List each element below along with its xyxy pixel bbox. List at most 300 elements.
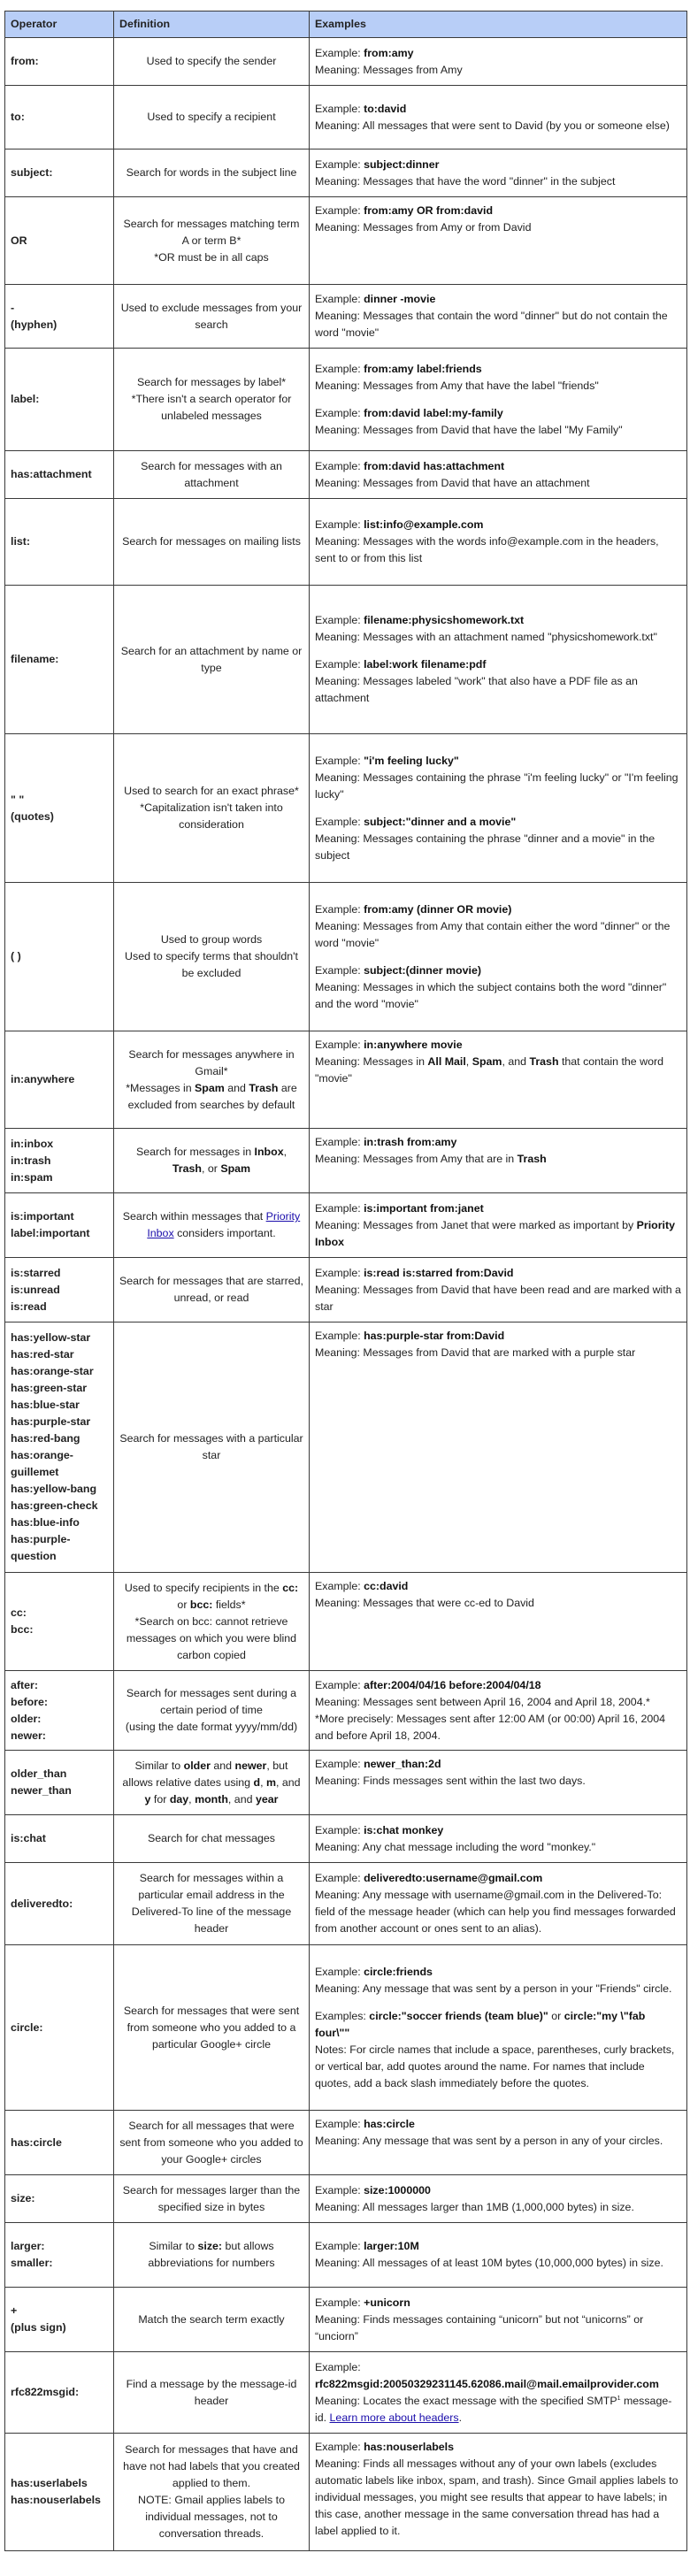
bold-term: filename:physicshomework.txt [364,614,525,626]
operator-name: + [11,2304,18,2317]
text-run: Examples: [315,2009,370,2022]
footnote-marker: 1 [617,2395,621,2402]
text-run: Meaning: Messages containing the phrase "i'm feeling lucky" or "I'm feeling lucky" [315,770,678,801]
text-run: Example: [315,46,364,59]
operator-name: newer_than [11,1784,72,1797]
operator-name: " " [11,793,25,806]
bold-term: d [253,1775,261,1789]
bold-term: Spam [195,1081,225,1094]
note-line [315,2042,681,2092]
operator-name: rfc822msgid: [11,2386,80,2398]
bold-term: subject:dinner [364,157,440,171]
operator-name: has:circle [11,2135,62,2149]
example-line [315,2182,681,2199]
bold-term: All Mail [427,1055,466,1068]
text-run: Search for messages larger than the specified size in bytes [122,2183,301,2213]
example-block [315,753,681,803]
text-run: Example: [315,1872,364,1884]
operator-cell [5,86,114,150]
text-run: Example: [315,2183,364,2196]
example-line [315,1964,681,1981]
bold-term: Trash [172,1162,202,1175]
text-run: Search for messages that have and have not had labels that you created applied to them. [123,2443,300,2489]
meaning-line [315,1282,681,1315]
operator-cell [5,1129,114,1193]
example-line [315,1200,681,1217]
example-block [315,1200,681,1251]
text-run: , [283,1146,288,1158]
text-run: Used to exclude messages from your search [120,301,303,331]
operator-name: size: [11,2192,35,2204]
example-line [315,2238,681,2255]
example-block [315,656,681,707]
text-run: Example: [315,293,364,305]
table-row [5,150,687,197]
text-run: Example: [315,406,364,419]
table-row [5,883,687,1031]
operator-cell [5,38,114,86]
text-run: Meaning: Finds all messages without any of your own labels (excludes automatic labels like inbox, spam, and trash). Since Gmail applies labels to individual messages, you might see results that appear to have labels; in this case, another message in the same conversation thread has had a label applied to it. [315,2457,678,2537]
operator-name: has:red-star [11,1348,74,1361]
examples-cell [310,451,687,499]
operator-name: has:green-check [11,1499,98,1512]
bold-term: label:work filename:pdf [364,658,487,671]
table-row [5,1258,687,1322]
example-block [315,2182,681,2216]
bold-term: year [255,1792,279,1806]
operator-name: before: [11,1695,48,1708]
bold-term: Inbox [254,1146,284,1158]
definition-cell [114,1031,310,1129]
bold-term: rfc822msgid:20050329231145.62086.mail@mail.emailprovider.com [315,2377,659,2390]
examples-cell [310,1671,687,1751]
definition-cell [114,2175,310,2223]
example-line [315,1578,681,1595]
text-run: Search for messages with a particular star [119,1432,303,1461]
text-run: Notes: For circle names that include a space, parentheses, curly brackets, or vertical bar, add quotes around the name. For names that include quotes, add a back slash immediately before the quotes. [315,2043,675,2089]
definition-cell [114,1863,310,1945]
bold-term: cc: [282,1581,299,1594]
text-run: Search for messages anywhere in Gmail* [128,1047,295,1077]
example-line [315,2295,681,2312]
definition-cell [114,1671,310,1751]
operator-name: from: [11,55,39,67]
definition-cell [114,734,310,883]
examples-cell [310,883,687,1031]
text-run: Meaning: Messages in [315,1055,428,1068]
text-run: Search for messages within a particular email address in the Delivered-To line of the message header [131,1872,292,1935]
operator-cell [5,1945,114,2111]
table-row [5,1945,687,2111]
text-run: Meaning: Finds messages sent within the last two days. [315,1775,586,1787]
definition-cell [114,586,310,734]
bold-term: has:circle [364,2118,415,2130]
text-run: Example: [315,1039,364,1051]
examples-cell [310,1258,687,1322]
operator-cell [5,2223,114,2288]
bold-term: has:nouserlabels [364,2441,455,2453]
example-line [315,612,681,629]
example-block [315,291,681,341]
text-run: Example: [315,1580,364,1592]
text-run: *OR must be in all caps [154,250,269,264]
operator-cell [5,1322,114,1573]
definition-cell [114,1193,310,1258]
operator-cell [5,2352,114,2434]
header-operator: Operator [5,12,114,38]
text-run: Example: [315,1758,364,1770]
text-run: Meaning: Messages that have the word "dinner" in the subject [315,174,616,188]
text-run: Search for all messages that were sent from someone who you added to your Google+ circles [119,2119,303,2166]
operator-cell [5,734,114,883]
definition-cell [114,38,310,86]
examples-cell [310,1193,687,1258]
definition-cell [114,2111,310,2175]
text-run: Meaning: Messages from Amy [315,63,463,76]
text-run: , and [227,1792,256,1806]
bold-term: "i'm feeling lucky" [364,754,459,767]
bold-term: deliveredto:username@gmail.com [364,1872,543,1884]
operator-name: label: [11,393,40,405]
operator-cell [5,1193,114,1258]
example-line [315,1134,681,1151]
meaning-line [315,378,681,395]
meaning-line [315,2199,681,2216]
text-run: Example: [315,2296,364,2309]
meaning-line [315,475,681,492]
meaning-line [315,533,681,567]
examples-cell [310,197,687,285]
bold-term: to:david [364,102,407,115]
bold-term: Priority Inbox [315,1218,676,1248]
table-row [5,2352,687,2434]
text-run: Example: [315,1136,364,1148]
example-block [315,101,681,134]
meaning-line [315,62,681,79]
operator-name: circle: [11,2020,43,2034]
text-run: Example: [315,754,364,767]
bold-term: cc:david [364,1580,409,1592]
operator-name: is:read [11,1300,47,1313]
table-row [5,1031,687,1129]
text-run: Example: [315,963,364,977]
operator-name: newer: [11,1729,46,1742]
text-run: , and [502,1055,530,1068]
text-run: Search for messages with an attachment [141,459,282,489]
bold-term: month [195,1792,228,1806]
example-line [315,1677,681,1694]
operator-cell [5,285,114,349]
examples-cell [310,2111,687,2175]
text-run: Meaning: All messages that were sent to David (by you or someone else) [315,119,670,132]
text-run: Meaning: Any message that was sent by a person in any of your circles. [315,2135,663,2147]
text-run: Used to specify recipients in the [124,1581,283,1594]
example-line [315,458,681,475]
operator-cell [5,1863,114,1945]
meaning-line [315,2255,681,2272]
text-run: , and [276,1775,301,1789]
example-block [315,814,681,864]
definition-cell [114,86,310,150]
operator-name: older_than [11,1767,67,1780]
operator-cell [5,451,114,499]
text-run: and [224,1081,249,1094]
header-definition: Definition [114,12,310,38]
text-run: Search for messages sent during a certain period of time [126,1687,297,1716]
operator-cell [5,150,114,197]
bold-term: Spam [472,1055,502,1068]
examples-cell [310,1815,687,1863]
bold-term: from:amy OR from:david [364,204,494,217]
example-line [315,1756,681,1773]
definition-cell [114,883,310,1031]
definition-cell [114,349,310,451]
operator-cell [5,197,114,285]
examples-cell [310,586,687,734]
text-run: for [150,1792,170,1806]
text-run: that contain the word "movie" [315,1055,663,1085]
meaning-line [315,2312,681,2345]
meaning-line [315,673,681,707]
inline-link[interactable]: Priority Inbox [147,1210,301,1239]
example-line [315,1328,681,1345]
text-run: Example: [315,1330,364,1342]
example-line [315,291,681,308]
text-run: *Capitalization isn't taken into consideration [140,801,283,831]
bold-term: dinner -movie [364,293,436,305]
operator-name: list: [11,535,31,548]
text-run: or [548,2009,564,2022]
table-row [5,2111,687,2175]
example-line [315,814,681,831]
operator-name: cc: [11,1606,27,1619]
text-run: Example: [315,2240,364,2252]
table-row [5,1193,687,1258]
bold-term: size:1000000 [364,2183,431,2196]
bold-term: is:read is:starred from:David [364,1266,514,1279]
text-run: Search for messages by label* [136,376,287,388]
example-block [315,612,681,646]
bold-term: from:amy (dinner OR movie) [364,902,512,916]
operator-name: after: [11,1678,38,1691]
operator-name: deliveredto: [11,1897,73,1910]
example-block [315,203,681,236]
text-run: Similar to [149,2240,198,2252]
operator-cell [5,2434,114,2551]
bold-term: Trash [517,1153,547,1165]
text-run: Meaning: Messages sent between April 16, 2004 and April 18, 2004.* [315,1695,650,1708]
operator-name: has:purple-question [11,1533,71,1562]
operator-name: has:nouserlabels [11,2494,101,2506]
table-row [5,451,687,499]
text-run: or [177,1598,190,1611]
example-block [315,1677,681,1744]
example-block [315,2359,681,2426]
example-block [315,458,681,492]
text-run: Meaning: Messages from David that are marked with a purple star [315,1346,636,1359]
meaning-line [315,173,681,190]
meaning-line [315,2133,681,2150]
text-run: *More precisely: Messages sent after 12:00 AM (or 00:00) April 16, 2004 and before April 18, 2004. [315,1712,666,1742]
table-row [5,1751,687,1815]
text-run: are excluded from searches by default [127,1081,297,1111]
text-run: Example: [315,815,364,828]
example-block [315,1578,681,1612]
example-line [315,517,681,533]
examples-cell [310,1945,687,2111]
text-run: Search for messages in [135,1146,255,1158]
example-line [315,405,681,422]
text-run: Meaning: Messages that contain the word "dinner" but do not contain the word "movie" [315,310,668,339]
inline-link[interactable]: Learn more about headers [329,2411,459,2424]
text-run: message-id. [315,2394,672,2424]
text-run: Meaning: Messages in which the subject contains both the word "dinner" and the word "movie" [315,980,667,1010]
examples-cell [310,1031,687,1129]
definition-cell [114,285,310,349]
table-body [5,38,687,2551]
example-line [315,2439,681,2456]
operator-name: has:orange-star [11,1365,94,1377]
text-run: Meaning: Messages from Amy or from David [315,221,532,234]
example-line [315,2359,681,2376]
operator-name: has:blue-info [11,1516,80,1529]
operator-name: has:yellow-star [11,1331,91,1344]
text-run: (using the date format yyyy/mm/dd) [125,1721,298,1733]
text-run: Meaning: Any message with username@gmail.com in the Delivered-To: field of the message header (which can help you find messages forwarded from another account or ones sent to an alias). [315,1889,676,1935]
text-run: Used to group words [160,933,263,946]
example-line [315,2008,681,2042]
example-line [315,753,681,770]
meaning-line [315,979,681,1013]
operator-name: is:unread [11,1283,60,1296]
operator-name: (hyphen) [11,318,58,331]
text-run: and [210,1759,235,1772]
example-line [315,1870,681,1887]
meaning-line [315,1773,681,1790]
text-run: Used to specify a recipient [147,111,276,123]
bold-term: from:amy label:friends [364,362,482,375]
examples-cell [310,38,687,86]
text-run: Used to search for an exact phrase* [124,785,299,797]
text-run: Meaning: Messages with an attachment named "physicshomework.txt" [315,631,657,643]
operator-cell [5,1671,114,1751]
example-line [315,203,681,219]
text-run: but allows abbreviations for numbers [148,2240,275,2269]
example-block [315,2116,681,2150]
operator-cell [5,2288,114,2352]
definition-cell [114,2288,310,2352]
operator-cell [5,586,114,734]
bold-term: has:purple-star from:David [364,1330,505,1342]
example-block [315,1870,681,1937]
text-run: Meaning: Messages from David that have been read and are marked with a star [315,1283,681,1313]
operator-name: in:anywhere [11,1073,75,1085]
table-row [5,2434,687,2551]
bold-term: circle:friends [364,1965,433,1978]
text-run: Search for messages that are starred, unread, or read [119,1275,303,1304]
example-line [315,2116,681,2133]
definition-cell [114,1945,310,2111]
text-run: Meaning: Any chat message including the word "monkey." [315,1840,596,1853]
operator-name: is:chat [11,1832,46,1844]
text-run: Meaning: Messages from Amy that are in [315,1153,518,1165]
text-run: Meaning: Messages labeled "work" that also have a PDF file as an attachment [315,675,638,704]
meaning-line [315,1887,681,1937]
operator-name: is:starred [11,1266,61,1279]
text-run: Search for messages matching term A or term B* [123,217,300,247]
search-operators-table [4,11,687,2551]
text-run: Meaning: Any message that was sent by a person in your "Friends" circle. [315,1982,672,1995]
example-block [315,45,681,79]
text-run: NOTE: Gmail applies labels to individual messages, not to conversation threads. [138,2494,285,2540]
example-line [315,361,681,378]
operator-cell [5,883,114,1031]
example-line [315,45,681,62]
meaning-line [315,770,681,803]
definition-cell [114,1751,310,1815]
table-row [5,86,687,150]
operator-name: larger: [11,2240,45,2252]
definition-cell [114,2434,310,2551]
meaning-line [315,1345,681,1361]
example-block [315,517,681,567]
example-line [315,157,681,173]
operator-cell [5,1815,114,1863]
text-run: Meaning: Messages that were cc-ed to David [315,1597,534,1609]
operator-name: (plus sign) [11,2321,66,2334]
text-run: , but allows relative dates using [122,1759,288,1789]
text-run: Example: [315,658,364,671]
operator-cell [5,2111,114,2175]
table-row [5,285,687,349]
definition-cell [114,1322,310,1573]
operator-cell [5,349,114,451]
text-run: Example: [315,362,364,375]
definition-cell [114,1573,310,1671]
bold-term: size: [197,2240,223,2252]
bold-term: from:david label:my-family [364,406,503,419]
definition-cell [114,150,310,197]
operator-name: in:inbox [11,1137,54,1150]
example-block [315,2008,681,2092]
text-run: Example: [315,614,364,626]
table-row [5,1815,687,1863]
text-run: Meaning: All messages of at least 10M bytes (10,000,000 bytes) in size. [315,2257,663,2269]
text-run: Search for messages that were sent from someone who you added to a particular Google+ circle [123,2004,300,2051]
operator-cell [5,499,114,586]
example-block [315,1964,681,1997]
example-line [315,101,681,118]
example-line [315,901,681,918]
meaning-line [315,2393,681,2426]
table-row [5,38,687,86]
meaning-line [315,1217,681,1251]
meaning-line [315,118,681,134]
table-row [5,349,687,451]
operator-name: older: [11,1712,42,1725]
table-row [5,2288,687,2352]
meaning-line [315,219,681,236]
meaning-line [315,2456,681,2540]
definition-cell [114,499,310,586]
bold-term: subject:(dinner movie) [364,963,481,977]
example-block [315,1134,681,1168]
operator-name: bcc: [11,1623,34,1636]
bold-term: is:important from:janet [364,1201,484,1215]
definition-cell [114,1258,310,1322]
examples-cell [310,499,687,586]
examples-cell [310,1751,687,1815]
